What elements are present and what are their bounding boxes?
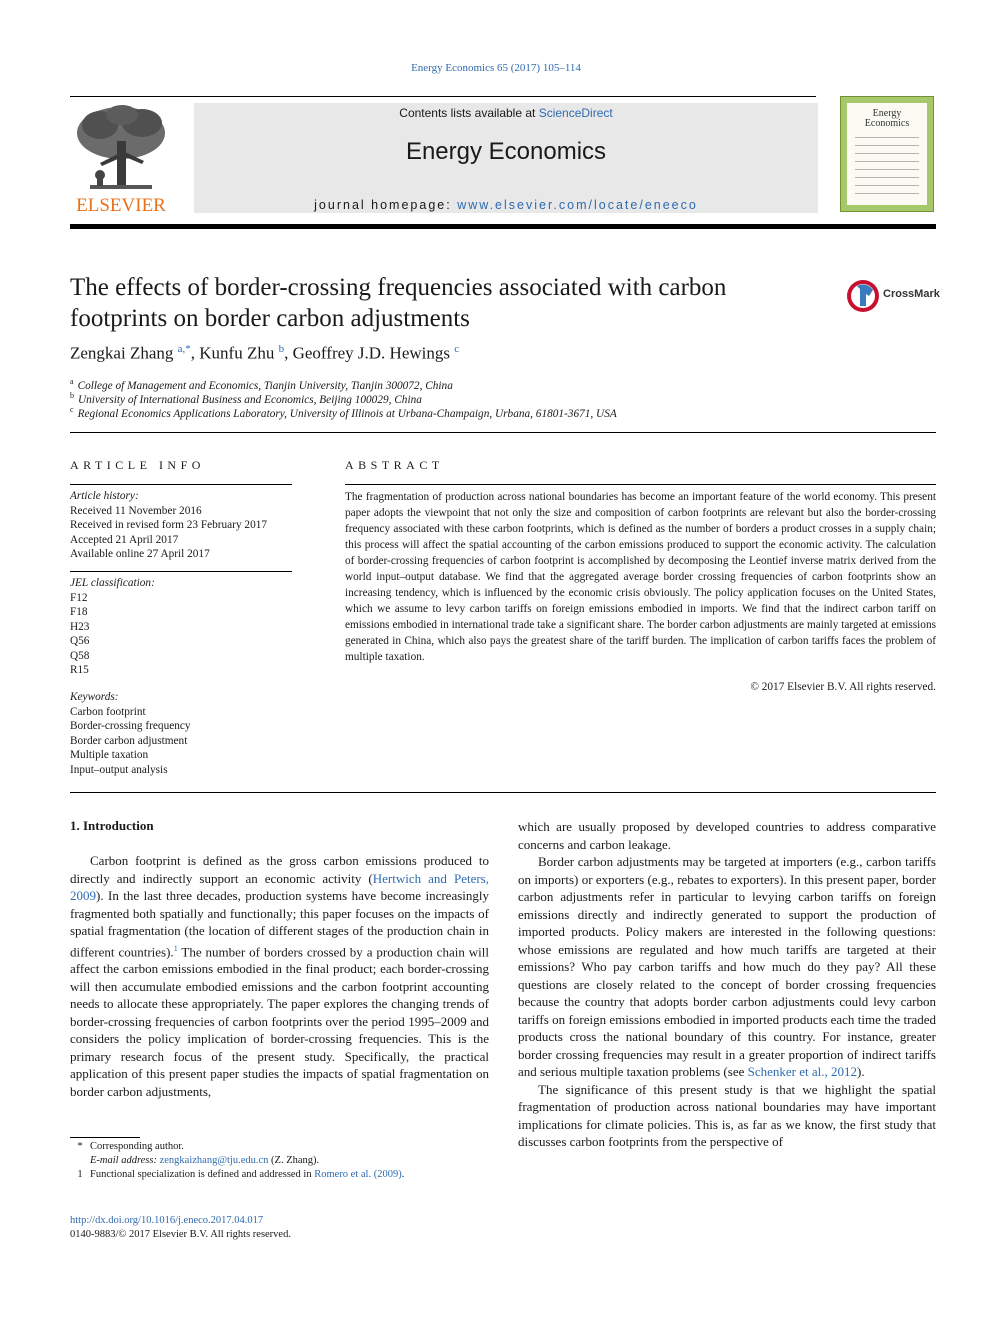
affiliation-text: University of International Business and Economics, Beijing 100029, China bbox=[78, 393, 422, 406]
body-text: ). bbox=[857, 1064, 865, 1079]
footnote-corresponding bbox=[70, 1140, 184, 1154]
body-paragraph: which are usually proposed by developed countries to address comparative concerns and carbon leakage. bbox=[518, 819, 936, 852]
body-text: Carbon footprint is defined as the gross carbon emissions produced to directly and indirectly support an economic activity ( bbox=[70, 853, 489, 886]
author-name[interactable]: Kunfu Zhu bbox=[199, 343, 275, 363]
cover-title-line-2: Economics bbox=[864, 118, 910, 129]
header-rule bbox=[70, 96, 816, 97]
homepage-prefix: journal homepage: bbox=[314, 198, 458, 212]
cover-title bbox=[847, 109, 927, 129]
author-affiliation-mark[interactable]: a,* bbox=[177, 343, 191, 355]
footnote-text: (Z. Zhang). bbox=[268, 1155, 320, 1166]
author-affiliation-mark[interactable]: b bbox=[278, 343, 285, 355]
author-separator: , bbox=[284, 343, 293, 363]
contents-prefix: Contents lists available at bbox=[399, 106, 539, 120]
history-item: Accepted 21 April 2017 bbox=[70, 533, 179, 546]
footnote-text: . bbox=[401, 1169, 405, 1180]
author-list bbox=[70, 343, 459, 364]
footnote-text: Functional specialization is defined and addressed in bbox=[90, 1169, 315, 1180]
crossmark-badge[interactable] bbox=[845, 278, 940, 314]
keyword: Input–output analysis bbox=[70, 763, 168, 776]
section-heading: 1. Introduction bbox=[70, 818, 154, 833]
affiliation-mark: b bbox=[70, 391, 74, 400]
affiliation-text: College of Management and Economics, Tianjin University, Tianjin 300072, China bbox=[77, 379, 453, 392]
issn-copyright: 0140-9883/© 2017 Elsevier B.V. All rights reserved. bbox=[70, 1229, 291, 1240]
jel-code: F18 bbox=[70, 606, 88, 618]
citation-link[interactable]: Schenker et al., 2012 bbox=[747, 1064, 858, 1079]
jel-code: Q58 bbox=[70, 649, 90, 662]
keyword: Border carbon adjustment bbox=[70, 734, 188, 747]
affiliation-mark: c bbox=[70, 405, 74, 414]
doi-link[interactable]: http://dx.doi.org/10.1016/j.eneco.2017.04.017 bbox=[70, 1215, 264, 1226]
article-info-heading: ARTICLE INFO bbox=[70, 458, 205, 472]
journal-homepage bbox=[194, 198, 818, 212]
email-link[interactable]: zengkaizhang@tju.edu.cn bbox=[159, 1155, 269, 1166]
citation-link[interactable]: Romero et al. (2009) bbox=[314, 1169, 402, 1180]
citation-link[interactable]: Hertwich and Peters, 2009 bbox=[70, 870, 489, 903]
affiliation-mark: a bbox=[70, 377, 74, 386]
abstract-text: The fragmentation of production across national boundaries has become an important feature of the world economy. This present paper adopts the viewpoint that not only the size and composition of carbon footprints are relevant but also the border-crossing frequency associated with these carbon footprints, which is defined as the number of borders a product crosses in a supply chain; this process will affect the spatial accounting of the carbon emissions produced to support the economic activity. The calculation of border-crossing frequencies of carbon footprint is accomplished by decomposing the Leontief inverse matrix derived from the world input–output database. We find that the aggregated average border crossing frequencies of carbon footprints show an increasing tendency, which is influenced by the economic crisis obviously. The policy application focuses on the United States, which we assume to levy carbon tariffs on foreign emissions embodied in imports. We find that the indirect carbon tariff on emissions embodied in international trade take a significant share. The border carbon adjustments are mainly targeted at emissions generated in China, which also pays the greatest share of the tariff burden. The implication of carbon tariffs faces the problem of multiple taxation. bbox=[345, 491, 936, 663]
cover-title-line-1: Energy bbox=[872, 108, 902, 119]
jel-code: F12 bbox=[70, 591, 88, 604]
affiliation bbox=[70, 405, 617, 420]
elsevier-tree-icon bbox=[70, 103, 172, 215]
author-separator: , bbox=[190, 343, 200, 363]
history-item: Received 11 November 2016 bbox=[70, 504, 202, 517]
abstract-rule bbox=[345, 484, 936, 485]
jel-classification bbox=[70, 576, 155, 678]
sciencedirect-link[interactable]: ScienceDirect bbox=[538, 106, 613, 120]
article-history bbox=[70, 489, 267, 562]
affiliation bbox=[70, 391, 422, 406]
jel-code: H23 bbox=[70, 620, 90, 633]
footnote-1 bbox=[70, 1168, 404, 1182]
section-rule bbox=[70, 792, 936, 793]
cover-page bbox=[847, 103, 927, 205]
journal-citation[interactable]: Energy Economics 65 (2017) 105–114 bbox=[411, 62, 581, 74]
keywords-label: Keywords: bbox=[70, 691, 119, 703]
body-text: Border carbon adjustments may be targeted at importers (e.g., carbon tariffs on imports) or exporters (e.g., rebates to exporters). In this present paper, border carbon adjustments refer in particular to levying carbon tariffs on foreign emissions directly and indirectly generated to support the production of imported products. Policy makers are interested in the following questions: whose emissions are regulated and how much tariffs are targeted at their emissions? Who pay carbon tariffs and how much do they pay? All these questions are closely related to the concept of border crossing frequencies because the country that adopts border carbon adjustments could levy carbon tariffs on foreign emissions embodied in imported products each time the traded products cross the national boundary of this country. For instance, greater border crossing frequencies may result in a greater proportion of indirect tariffs and serious multiple taxation problems (see bbox=[518, 854, 936, 1079]
abstract-copyright: © 2017 Elsevier B.V. All rights reserved. bbox=[750, 681, 936, 693]
body-column-left bbox=[70, 852, 489, 1100]
keyword: Carbon footprint bbox=[70, 705, 146, 718]
history-item: Available online 27 April 2017 bbox=[70, 548, 210, 560]
keywords bbox=[70, 690, 191, 777]
contents-line bbox=[194, 106, 818, 120]
jel-code: R15 bbox=[70, 664, 89, 676]
body-text: The number of borders crossed by a production chain will affect the carbon emissions embodied in the final product; each border-crossing will then accumulate embodied emissions and the carbon footprint accounting needs to allocate these appropriately. The paper explores the changing trends of border-crossing frequencies of carbon footprints over the period 1995–2009 and considers the policy implication of border-crossing frequencies. This is the primary research focus of the present study. Specifically, the practical application of this present paper studies the impacts of spatial fragmentation on border carbon adjustments, bbox=[70, 943, 489, 1099]
footnote-mark[interactable]: 1 bbox=[173, 943, 178, 953]
author-affiliation-mark[interactable]: c bbox=[454, 343, 460, 355]
jel-code: Q56 bbox=[70, 635, 90, 647]
body-column-right bbox=[518, 818, 936, 1151]
affiliation-text: Regional Economics Applications Laboratory, University of Illinois at Urbana-Champaign, Urbana, 61801-3671, USA bbox=[77, 407, 617, 420]
journal-cover-thumbnail[interactable] bbox=[840, 96, 934, 212]
history-item: Received in revised form 23 February 2017 bbox=[70, 519, 268, 531]
crossmark-icon bbox=[845, 278, 881, 314]
author-name[interactable]: Zengkai Zhang bbox=[70, 343, 174, 363]
section-rule bbox=[70, 432, 936, 433]
keyword: Border-crossing frequency bbox=[70, 720, 191, 732]
header-thick-rule bbox=[70, 224, 936, 229]
history-label: Article history: bbox=[70, 490, 139, 502]
keyword: Multiple taxation bbox=[70, 749, 149, 761]
footnote-mark: * bbox=[77, 1141, 83, 1152]
article-info-rule bbox=[70, 484, 292, 485]
body-paragraph bbox=[518, 853, 936, 1081]
journal-name[interactable]: Energy Economics bbox=[405, 138, 607, 165]
email-label: E-mail address: bbox=[90, 1155, 160, 1166]
affiliation bbox=[70, 377, 453, 392]
publisher-wordmark: ELSEVIER bbox=[76, 195, 166, 215]
footnote-rule bbox=[70, 1137, 140, 1138]
author-name[interactable]: Geoffrey J.D. Hewings bbox=[292, 343, 450, 363]
body-paragraph bbox=[70, 852, 489, 1100]
footnote-email bbox=[70, 1154, 319, 1168]
body-text: ). In the last three decades, production systems have become increasingly fragmented both spatially and functionally; this paper focuses on the impacts of spatial fragmentation (the location of different stages of the production chain in different countries). bbox=[70, 888, 489, 959]
journal-header-band bbox=[194, 103, 818, 213]
crossmark-label: CrossMark bbox=[883, 288, 940, 300]
elsevier-logo[interactable] bbox=[70, 103, 172, 215]
article-info-rule bbox=[70, 571, 292, 572]
body-paragraph: The significance of this present study is that we highlight the spatial fragmentation of production across national boundaries may have important implications for climate policies. This is, as far as we know, the first study that discusses carbon footprints from the perspective of bbox=[518, 1081, 936, 1149]
jel-label: JEL classification: bbox=[70, 577, 155, 589]
footnote-text: Corresponding author. bbox=[90, 1141, 184, 1152]
article-title: The effects of border-crossing frequencies associated with carbon footprints on border carbon adjustments bbox=[70, 274, 727, 332]
abstract-heading: ABSTRACT bbox=[345, 458, 444, 472]
footnote-mark: 1 bbox=[77, 1169, 83, 1180]
homepage-link[interactable]: www.elsevier.com/locate/eneeco bbox=[457, 198, 698, 212]
